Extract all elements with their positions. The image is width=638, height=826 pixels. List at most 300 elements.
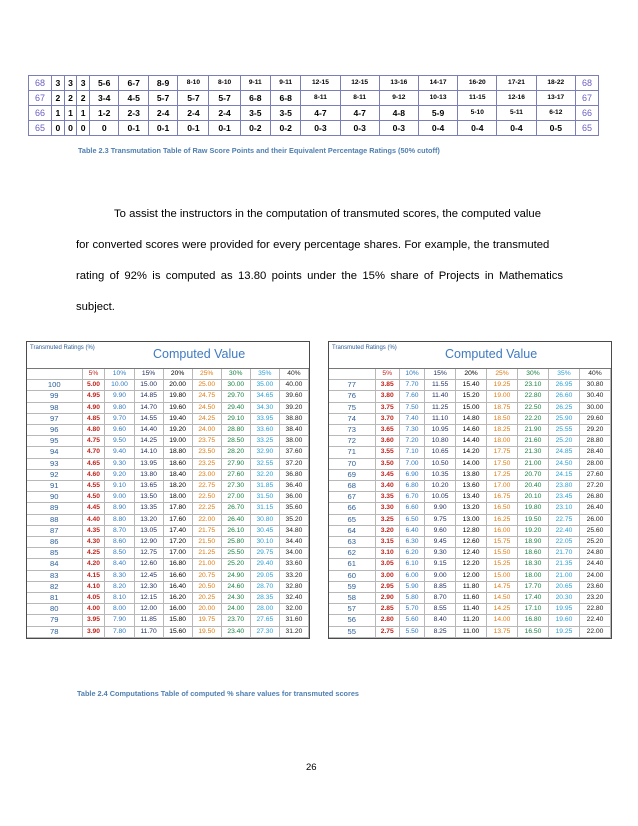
value-cell: 20.65 xyxy=(548,581,579,592)
value-cell: 3.90 xyxy=(82,626,105,637)
value-cell: 4.80 xyxy=(82,425,105,436)
value-cell: 9.70 xyxy=(105,413,134,424)
value-cell: 9.45 xyxy=(425,537,456,548)
computed-value-title: Computed Value xyxy=(445,347,538,361)
rating-cell: 78 xyxy=(27,626,82,637)
table-row xyxy=(27,391,309,402)
table-cell: 6-7 xyxy=(119,76,148,91)
table-cell: 0 xyxy=(52,121,65,136)
value-cell: 8.60 xyxy=(105,537,134,548)
table-cell: 12-15 xyxy=(301,76,340,91)
rating-cell: 56 xyxy=(329,615,375,626)
percent-header: 30% xyxy=(518,369,549,380)
value-cell: 22.75 xyxy=(548,514,579,525)
value-cell: 4.30 xyxy=(82,537,105,548)
value-cell: 31.60 xyxy=(279,615,308,626)
value-cell: 30.80 xyxy=(250,514,279,525)
value-cell: 10.20 xyxy=(425,481,456,492)
value-cell: 34.00 xyxy=(279,548,308,559)
table-2-4-caption: Table 2.4 Computations Table of computed % share values for transmuted scores xyxy=(77,689,359,698)
value-cell: 24.30 xyxy=(221,593,250,604)
value-cell: 5.00 xyxy=(82,380,105,391)
value-cell: 33.20 xyxy=(279,570,308,581)
value-cell: 8.30 xyxy=(105,570,134,581)
value-cell: 4.60 xyxy=(82,469,105,480)
percent-header: 40% xyxy=(579,369,610,380)
value-cell: 37.20 xyxy=(279,458,308,469)
table-cell: 1 xyxy=(52,106,65,121)
value-cell: 16.50 xyxy=(487,503,518,514)
table-cell: 14-17 xyxy=(418,76,457,91)
value-cell: 9.30 xyxy=(425,548,456,559)
table-cell: 0-1 xyxy=(178,121,209,136)
value-cell: 23.45 xyxy=(548,492,579,503)
value-cell: 4.00 xyxy=(82,604,105,615)
value-cell: 23.80 xyxy=(548,481,579,492)
value-cell: 6.20 xyxy=(399,548,424,559)
value-cell: 27.00 xyxy=(221,492,250,503)
value-cell: 20.30 xyxy=(548,593,579,604)
value-cell: 16.00 xyxy=(163,604,192,615)
table-row xyxy=(329,402,611,413)
computation-table-right xyxy=(328,341,612,639)
value-cell: 24.80 xyxy=(579,548,610,559)
table-cell: 3 xyxy=(52,76,65,91)
table-row xyxy=(29,106,599,121)
value-cell: 14.70 xyxy=(134,402,163,413)
table-cell: 3-4 xyxy=(90,91,119,106)
value-cell: 15.40 xyxy=(456,380,487,391)
value-cell: 19.00 xyxy=(487,391,518,402)
value-cell: 18.20 xyxy=(163,481,192,492)
transmuted-ratings-label: Transmuted Ratings (%) xyxy=(30,345,95,351)
rating-cell: 89 xyxy=(27,503,82,514)
table-cell: 6-8 xyxy=(240,91,270,106)
percent-header: 20% xyxy=(163,369,192,380)
rating-cell: 67 xyxy=(329,492,375,503)
value-cell: 17.70 xyxy=(518,581,549,592)
value-cell: 4.65 xyxy=(82,458,105,469)
value-cell: 24.25 xyxy=(192,413,221,424)
table-cell: 0-4 xyxy=(458,121,497,136)
table-cell: 2 xyxy=(64,91,77,106)
value-cell: 14.55 xyxy=(134,413,163,424)
table-row xyxy=(329,514,611,525)
value-cell: 20.50 xyxy=(192,581,221,592)
table-cell: 9-11 xyxy=(271,76,301,91)
value-cell: 5.50 xyxy=(399,626,424,637)
value-cell: 38.00 xyxy=(279,436,308,447)
value-cell: 16.50 xyxy=(518,626,549,637)
value-cell: 22.75 xyxy=(192,481,221,492)
value-cell: 18.30 xyxy=(518,559,549,570)
rating-cell: 65 xyxy=(329,514,375,525)
table-cell: 4-7 xyxy=(301,106,340,121)
table-row xyxy=(329,604,611,615)
value-cell: 9.10 xyxy=(105,481,134,492)
computation-table-left xyxy=(26,341,310,639)
table-row xyxy=(329,380,611,391)
table-row xyxy=(329,537,611,548)
value-cell: 17.80 xyxy=(163,503,192,514)
table-cell: 0-1 xyxy=(148,121,177,136)
value-cell: 22.05 xyxy=(548,537,579,548)
value-cell: 30.00 xyxy=(579,402,610,413)
value-cell: 24.50 xyxy=(548,458,579,469)
table-cell: 8-9 xyxy=(148,76,177,91)
paragraph-line: To assist the instructors in the computation of transmuted scores, the computed value xyxy=(114,208,541,220)
value-cell: 21.30 xyxy=(518,447,549,458)
value-cell: 34.40 xyxy=(279,537,308,548)
value-cell: 15.50 xyxy=(487,548,518,559)
value-cell: 23.40 xyxy=(221,626,250,637)
table-row xyxy=(27,548,309,559)
value-cell: 8.20 xyxy=(105,581,134,592)
rating-cell: 86 xyxy=(27,537,82,548)
rating-cell: 77 xyxy=(329,380,375,391)
value-cell: 28.80 xyxy=(221,425,250,436)
value-cell: 24.00 xyxy=(221,604,250,615)
value-cell: 24.40 xyxy=(579,559,610,570)
value-cell: 34.30 xyxy=(250,402,279,413)
table-cell: 16-20 xyxy=(458,76,497,91)
rating-cell: 88 xyxy=(27,514,82,525)
value-cell: 27.60 xyxy=(221,469,250,480)
value-cell: 19.40 xyxy=(163,413,192,424)
value-cell: 3.00 xyxy=(375,570,399,581)
value-cell: 9.30 xyxy=(105,458,134,469)
value-cell: 13.80 xyxy=(134,469,163,480)
value-cell: 9.15 xyxy=(425,559,456,570)
value-cell: 24.60 xyxy=(221,581,250,592)
value-cell: 12.40 xyxy=(456,548,487,559)
table-row xyxy=(329,492,611,503)
value-cell: 19.20 xyxy=(518,525,549,536)
table-row xyxy=(27,402,309,413)
value-cell: 7.70 xyxy=(399,380,424,391)
table-cell: 8-10 xyxy=(209,76,240,91)
table-row xyxy=(329,593,611,604)
value-cell: 31.50 xyxy=(250,492,279,503)
value-cell: 21.00 xyxy=(548,570,579,581)
value-cell: 30.45 xyxy=(250,525,279,536)
value-cell: 23.10 xyxy=(548,503,579,514)
value-cell: 17.00 xyxy=(487,481,518,492)
value-cell: 32.90 xyxy=(250,447,279,458)
value-cell: 3.50 xyxy=(375,458,399,469)
value-cell: 32.40 xyxy=(279,593,308,604)
value-cell: 29.20 xyxy=(579,425,610,436)
value-cell: 3.65 xyxy=(375,425,399,436)
table-cell: 0-5 xyxy=(536,121,575,136)
value-cell: 14.25 xyxy=(487,604,518,615)
rating-cell: 61 xyxy=(329,559,375,570)
value-cell: 10.95 xyxy=(425,425,456,436)
value-cell: 13.40 xyxy=(456,492,487,503)
table-cell: 0 xyxy=(77,121,90,136)
table-cell: 5-11 xyxy=(497,106,536,121)
value-cell: 16.40 xyxy=(163,581,192,592)
rating-cell: 94 xyxy=(27,447,82,458)
value-cell: 6.40 xyxy=(399,525,424,536)
table-row xyxy=(27,413,309,424)
value-cell: 7.60 xyxy=(399,391,424,402)
value-cell: 4.10 xyxy=(82,581,105,592)
table-cell: 0-1 xyxy=(209,121,240,136)
value-cell: 3.40 xyxy=(375,481,399,492)
value-cell: 4.35 xyxy=(82,525,105,536)
value-cell: 5.90 xyxy=(399,581,424,592)
value-cell: 10.65 xyxy=(425,447,456,458)
value-cell: 25.20 xyxy=(221,559,250,570)
value-cell: 9.80 xyxy=(105,402,134,413)
value-cell: 17.60 xyxy=(163,514,192,525)
value-cell: 3.75 xyxy=(375,402,399,413)
value-cell: 12.60 xyxy=(456,537,487,548)
value-cell: 19.20 xyxy=(163,425,192,436)
table-cell: 13-16 xyxy=(379,76,418,91)
value-cell: 25.55 xyxy=(548,425,579,436)
value-cell: 14.00 xyxy=(487,615,518,626)
value-cell: 23.70 xyxy=(221,615,250,626)
value-cell: 9.90 xyxy=(105,391,134,402)
value-cell: 9.20 xyxy=(105,469,134,480)
value-cell: 19.80 xyxy=(163,391,192,402)
table-row xyxy=(27,436,309,447)
value-cell: 29.05 xyxy=(250,570,279,581)
value-cell: 8.85 xyxy=(425,581,456,592)
value-cell: 23.75 xyxy=(192,436,221,447)
value-cell: 23.60 xyxy=(579,581,610,592)
value-cell: 3.10 xyxy=(375,548,399,559)
value-cell: 24.00 xyxy=(192,425,221,436)
percent-header: 30% xyxy=(221,369,250,380)
value-cell: 7.00 xyxy=(399,458,424,469)
table-row xyxy=(27,469,309,480)
value-cell: 24.50 xyxy=(192,402,221,413)
rating-cell: 85 xyxy=(27,548,82,559)
rating-cell: 70 xyxy=(329,458,375,469)
value-cell: 7.10 xyxy=(399,447,424,458)
value-cell: 26.40 xyxy=(579,503,610,514)
value-cell: 24.90 xyxy=(221,570,250,581)
table-cell: 1 xyxy=(64,106,77,121)
value-cell: 17.40 xyxy=(518,593,549,604)
value-cell: 11.00 xyxy=(456,626,487,637)
value-cell: 19.50 xyxy=(192,626,221,637)
value-cell: 14.50 xyxy=(487,593,518,604)
percent-header: 15% xyxy=(134,369,163,380)
table-cell: 66 xyxy=(576,106,599,121)
value-cell: 12.60 xyxy=(134,559,163,570)
value-cell: 7.50 xyxy=(399,402,424,413)
value-cell: 22.00 xyxy=(579,626,610,637)
value-cell: 13.65 xyxy=(134,481,163,492)
value-cell: 38.40 xyxy=(279,425,308,436)
value-cell: 14.75 xyxy=(487,581,518,592)
value-cell: 19.50 xyxy=(518,514,549,525)
table-cell: 0-3 xyxy=(379,121,418,136)
table-cell: 65 xyxy=(576,121,599,136)
value-cell: 14.60 xyxy=(456,425,487,436)
value-cell: 7.40 xyxy=(399,413,424,424)
value-cell: 26.80 xyxy=(579,492,610,503)
table-cell: 0-2 xyxy=(271,121,301,136)
value-cell: 27.60 xyxy=(579,469,610,480)
computed-value-title: Computed Value xyxy=(153,347,246,361)
value-cell: 23.10 xyxy=(518,380,549,391)
value-cell: 27.30 xyxy=(221,481,250,492)
value-cell: 4.95 xyxy=(82,391,105,402)
rating-cell: 60 xyxy=(329,570,375,581)
value-cell: 11.80 xyxy=(456,581,487,592)
value-cell: 3.55 xyxy=(375,447,399,458)
value-cell: 36.40 xyxy=(279,481,308,492)
value-cell: 3.85 xyxy=(375,380,399,391)
table-row xyxy=(27,559,309,570)
table-row xyxy=(329,391,611,402)
percent-header: 5% xyxy=(375,369,399,380)
value-cell: 39.20 xyxy=(279,402,308,413)
table-row xyxy=(329,447,611,458)
value-cell: 28.35 xyxy=(250,593,279,604)
value-cell: 6.60 xyxy=(399,503,424,514)
value-cell: 22.50 xyxy=(192,492,221,503)
value-cell: 9.60 xyxy=(105,425,134,436)
value-cell: 12.00 xyxy=(456,570,487,581)
value-cell: 22.80 xyxy=(518,391,549,402)
value-cell: 21.90 xyxy=(518,425,549,436)
value-cell: 13.75 xyxy=(487,626,518,637)
value-cell: 9.00 xyxy=(105,492,134,503)
value-cell: 9.00 xyxy=(425,570,456,581)
value-cell: 11.40 xyxy=(425,391,456,402)
value-cell: 34.65 xyxy=(250,391,279,402)
table-2-3-caption: Table 2.3 Transmutation Table of Raw Score Points and their Equivalent Percentage Ratings (50% cutoff) xyxy=(78,146,440,155)
table-cell: 12-16 xyxy=(497,91,536,106)
value-cell: 9.50 xyxy=(105,436,134,447)
rating-cell: 82 xyxy=(27,581,82,592)
value-cell: 4.70 xyxy=(82,447,105,458)
table-row xyxy=(329,458,611,469)
value-cell: 17.20 xyxy=(163,537,192,548)
value-cell: 20.10 xyxy=(518,492,549,503)
value-cell: 14.80 xyxy=(456,413,487,424)
value-cell: 33.25 xyxy=(250,436,279,447)
value-cell: 32.00 xyxy=(279,604,308,615)
value-cell: 11.60 xyxy=(456,593,487,604)
table-row xyxy=(29,121,599,136)
percent-header: 25% xyxy=(192,369,221,380)
table-cell: 6-8 xyxy=(271,91,301,106)
table-cell: 5-7 xyxy=(148,91,177,106)
value-cell: 10.80 xyxy=(425,436,456,447)
table-row xyxy=(27,492,309,503)
value-cell: 36.00 xyxy=(279,492,308,503)
percent-header-row xyxy=(27,369,309,380)
value-cell: 24.75 xyxy=(192,391,221,402)
value-cell: 14.10 xyxy=(134,447,163,458)
rating-cell: 59 xyxy=(329,581,375,592)
table-row xyxy=(329,570,611,581)
value-cell: 38.80 xyxy=(279,413,308,424)
value-cell: 33.60 xyxy=(250,425,279,436)
value-cell: 24.00 xyxy=(579,570,610,581)
value-cell: 2.85 xyxy=(375,604,399,615)
value-cell: 21.60 xyxy=(518,436,549,447)
percent-header: 10% xyxy=(399,369,424,380)
value-cell: 26.70 xyxy=(221,503,250,514)
value-cell: 11.85 xyxy=(134,615,163,626)
value-cell: 28.40 xyxy=(579,447,610,458)
table-row xyxy=(29,76,599,91)
rating-cell: 92 xyxy=(27,469,82,480)
value-cell: 18.80 xyxy=(163,447,192,458)
value-cell: 13.35 xyxy=(134,503,163,514)
value-cell: 12.00 xyxy=(134,604,163,615)
value-cell: 14.25 xyxy=(134,436,163,447)
table-cell: 1 xyxy=(77,106,90,121)
table-row xyxy=(27,604,309,615)
value-cell: 10.50 xyxy=(425,458,456,469)
value-cell: 15.00 xyxy=(456,402,487,413)
value-cell: 13.95 xyxy=(134,458,163,469)
value-cell: 29.70 xyxy=(221,391,250,402)
value-cell: 3.60 xyxy=(375,436,399,447)
value-cell: 12.75 xyxy=(134,548,163,559)
value-cell: 3.70 xyxy=(375,413,399,424)
table-row xyxy=(27,615,309,626)
value-cell: 25.90 xyxy=(548,413,579,424)
value-cell: 18.25 xyxy=(487,425,518,436)
table-cell: 0-3 xyxy=(301,121,340,136)
value-cell: 23.00 xyxy=(192,469,221,480)
value-cell: 8.80 xyxy=(105,514,134,525)
value-cell: 14.40 xyxy=(456,436,487,447)
table-cell: 1-2 xyxy=(90,106,119,121)
value-cell: 16.20 xyxy=(163,593,192,604)
table-cell: 9-12 xyxy=(379,91,418,106)
percent-header: 5% xyxy=(82,369,105,380)
value-cell: 31.20 xyxy=(279,626,308,637)
value-cell: 6.80 xyxy=(399,481,424,492)
value-cell: 8.40 xyxy=(425,615,456,626)
table-cell: 66 xyxy=(29,106,52,121)
value-cell: 25.20 xyxy=(548,436,579,447)
value-cell: 12.30 xyxy=(134,581,163,592)
value-cell: 30.10 xyxy=(250,537,279,548)
value-cell: 4.85 xyxy=(82,413,105,424)
value-cell: 2.95 xyxy=(375,581,399,592)
value-cell: 6.50 xyxy=(399,514,424,525)
table-cell: 2-4 xyxy=(148,106,177,121)
value-cell: 13.00 xyxy=(456,514,487,525)
value-cell: 14.20 xyxy=(456,447,487,458)
rating-cell: 72 xyxy=(329,436,375,447)
table-row xyxy=(27,503,309,514)
rating-cell: 66 xyxy=(329,503,375,514)
value-cell: 3.35 xyxy=(375,492,399,503)
value-cell: 22.20 xyxy=(518,413,549,424)
value-cell: 13.80 xyxy=(456,469,487,480)
value-cell: 23.20 xyxy=(579,593,610,604)
table-row xyxy=(329,413,611,424)
table-row xyxy=(329,581,611,592)
value-cell: 22.40 xyxy=(579,615,610,626)
rating-cell: 57 xyxy=(329,604,375,615)
value-cell: 22.40 xyxy=(548,525,579,536)
rating-cell: 81 xyxy=(27,593,82,604)
